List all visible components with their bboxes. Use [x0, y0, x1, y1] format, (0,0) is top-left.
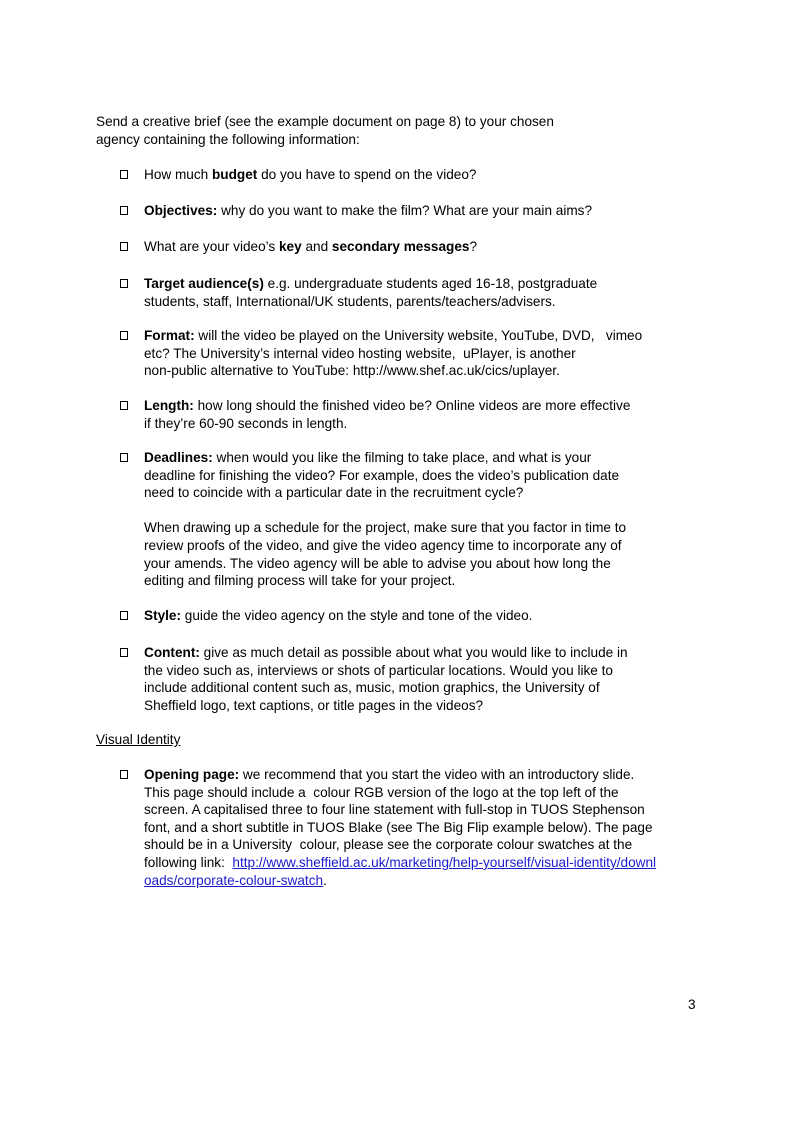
checkbox-icon — [120, 242, 128, 251]
colour-swatch-link-continued[interactable]: oads/corporate-colour-swatch — [144, 872, 324, 888]
checkbox-icon — [120, 206, 128, 215]
checkbox-icon — [120, 770, 128, 779]
intro-line: agency containing the following information: — [96, 132, 360, 147]
checkbox-icon — [120, 611, 128, 620]
checkbox-icon — [120, 279, 128, 288]
checkbox-icon — [120, 170, 128, 179]
section-title-visual-identity: Visual Identity — [96, 732, 181, 747]
checkbox-icon — [120, 453, 128, 462]
checkbox-icon — [120, 648, 128, 657]
checkbox-icon — [120, 401, 128, 410]
intro-line: Send a creative brief (see the example document on page 8) to your chosen — [96, 114, 554, 129]
intro-paragraph — [96, 113, 554, 149]
checkbox-icon — [120, 331, 128, 340]
colour-swatch-link[interactable]: http://www.sheffield.ac.uk/marketing/help-yourself/visual-identity/downl — [232, 854, 657, 870]
page-number: 3 — [688, 997, 696, 1012]
